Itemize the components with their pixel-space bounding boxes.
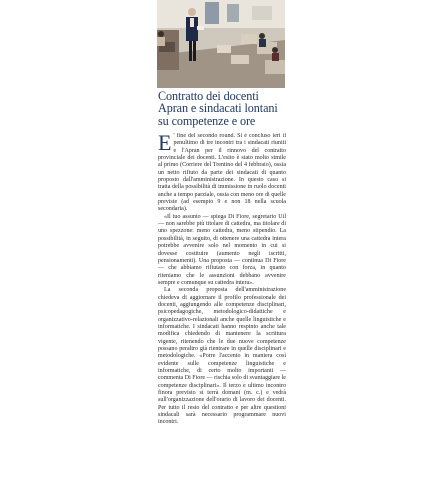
article-paragraph-3: La seconda proposta dell'amministrazione chiedeva di aggiornare il profilo professionale dei docenti, aggiungendo alle competenze disciplinari, psicopedagogiche, metodologico-didattiche e organizzativo-relazionali anche quelle linguistiche e informatiche. I sindacati hanno respinto anche tale modifica chiedendo di mantenere la scrittura vigente, ritenendo che le due nuove competenze possano peraltro già rientrare in quelle disciplinari e metodologiche. «Porre l'accento in maniera così evidente sulle competenze linguistiche e informatiche, di certo molto importanti — commenta Di Fiore — rischia solo di svantaggiare le competenze disciplinari». Il terzo e ultimo incontro finora previsto si terrà domani (m. c.) e vedrà sull'organizzazione dell'orario di lavoro dei docenti. Per tutto il resto del contratto e per altre questioni sindacali sarà necessario programmare nuovi incontri. <box>158 287 286 426</box>
article-paragraph-2: «Il tuo assunto — spiega Di Fiore, segretario Uil — non sarebbe più titolare di cattedra, ma titolare di uno spezzone: meno cattedra, meno stipendio. La possibilità, in seguito, di ottenere una cattedra intera potrebbe avvenire solo nel momento in cui si dovesse costituire (aumento negli iscritti, pensionamenti). Una proposta — continua Di Fiore — che abbiamo rifiutato con forza, in quanto riteniamo che le assunzioni debbano avvenire sempre e comunque su cattedra intera». <box>158 213 286 286</box>
article-photo <box>157 0 285 88</box>
article-body <box>158 133 286 477</box>
dropcap: E <box>158 133 172 155</box>
article-paragraph-1 <box>158 133 286 214</box>
headline: Contratto dei docenti Apran e sindacati lontani su competenze e ore <box>158 89 278 128</box>
paragraph-1-text: ' fine del secondo round. Si è concluso ieri il penultimo di tre incontri tra i sindacati riuniti e l'Apran per il rinnovo del contratto provinciale dei docenti. L'esito è stato molto simile al primo (Corriere del Trentino del 4 febbraio), ossia un netto rifiuto da parte dei sindacati di quanto proposto dall'amministrazione. In questo caso si tratta della possibilità di immissione in ruolo docenti anche a tempo parziale, ossia con meno ore di quelle previste (ad esempio 9 e non 18 nella scuola secondaria). <box>158 133 286 213</box>
